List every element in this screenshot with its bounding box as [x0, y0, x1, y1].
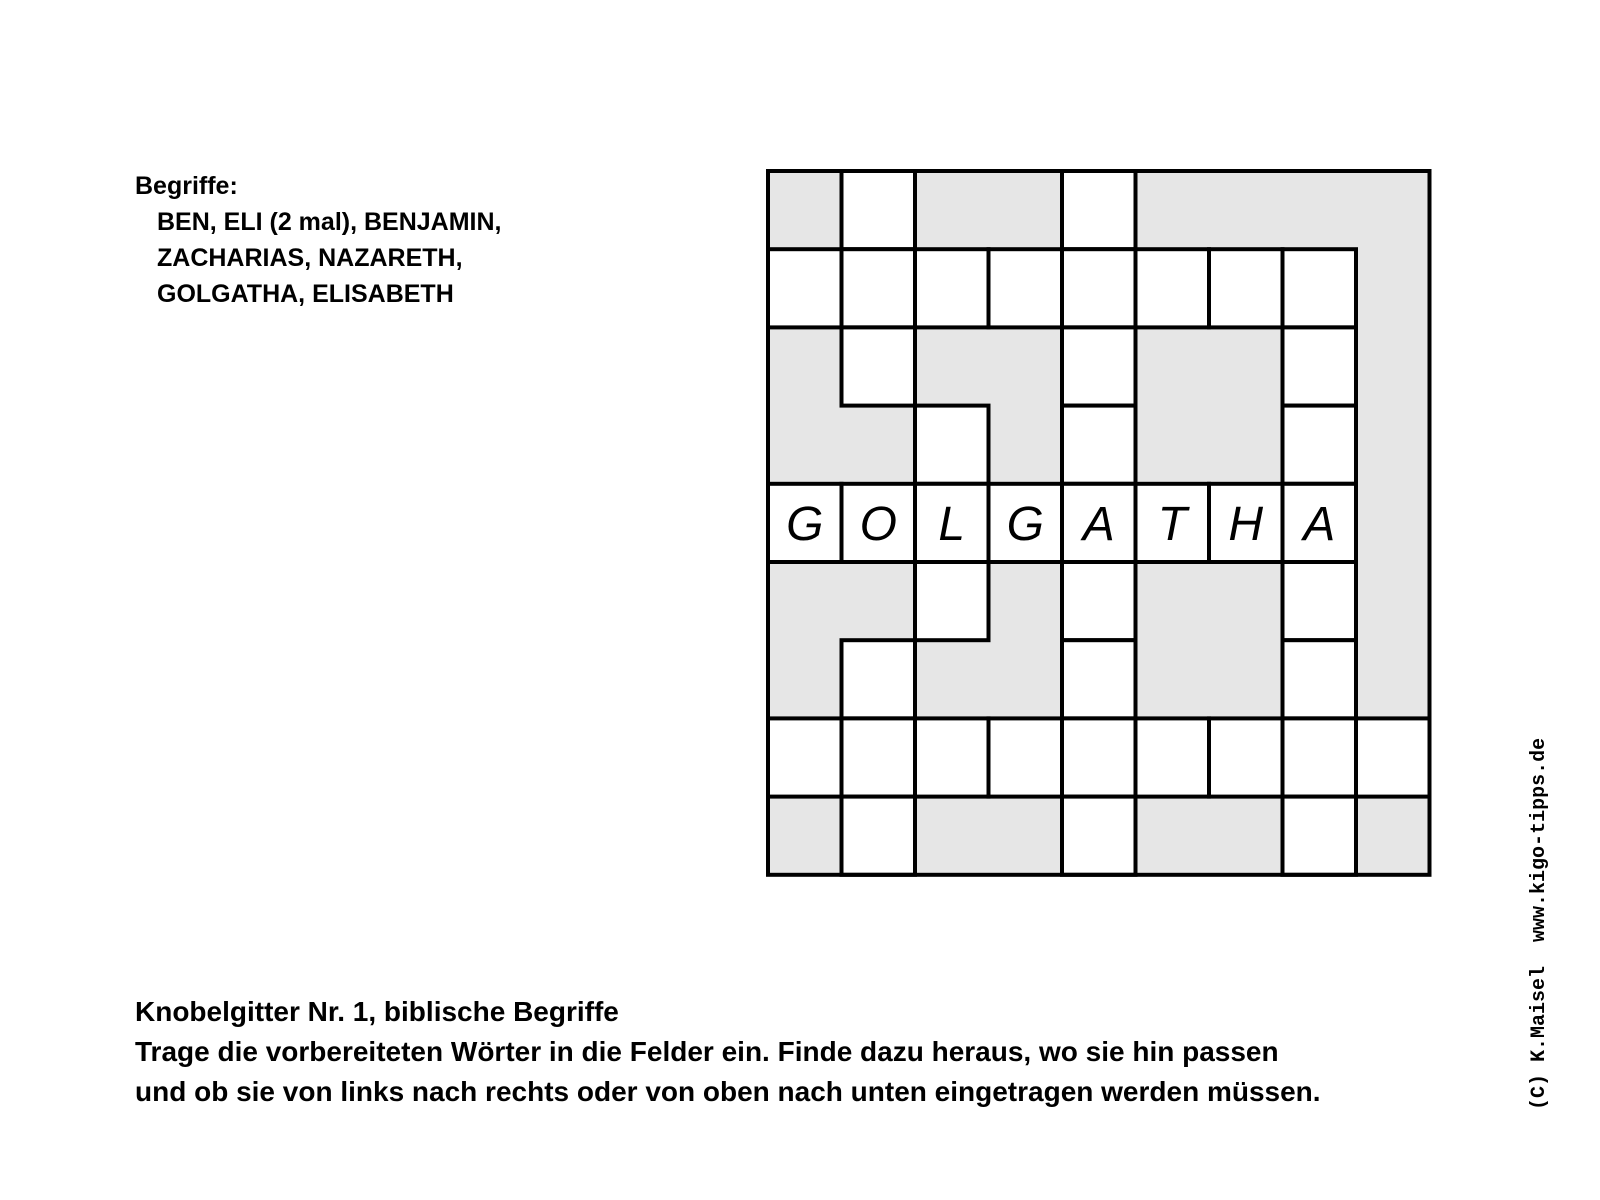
- grid-cell-open[interactable]: [915, 249, 989, 327]
- grid-cell-open[interactable]: [1062, 406, 1136, 484]
- grid-cell-open[interactable]: [1283, 327, 1357, 405]
- grid-cell-open[interactable]: [915, 562, 989, 640]
- terms-line-2: ZACHARIAS, NAZARETH,: [157, 244, 463, 272]
- grid-cell-open[interactable]: [842, 249, 916, 327]
- copyright-text: (C) K.Maisel: [1528, 965, 1551, 1110]
- terms-heading: Begriffe:: [135, 172, 238, 200]
- grid-cell-open[interactable]: [1283, 797, 1357, 875]
- grid-cell-open[interactable]: [1136, 718, 1210, 796]
- grid-cell-open[interactable]: [768, 249, 842, 327]
- puzzle-title: Knobelgitter Nr. 1, biblische Begriffe: [135, 996, 619, 1027]
- grid-cell-open[interactable]: [1062, 562, 1136, 640]
- instructions: [135, 992, 1321, 1112]
- grid-cell-open[interactable]: [1062, 797, 1136, 875]
- grid-cell-open[interactable]: [842, 797, 916, 875]
- grid-cell-open[interactable]: [989, 718, 1063, 796]
- grid-cell-open[interactable]: [1356, 718, 1430, 796]
- grid-cell-open[interactable]: [915, 718, 989, 796]
- grid-cell-open[interactable]: [768, 718, 842, 796]
- grid-cell-open[interactable]: [989, 249, 1063, 327]
- grid-letter: T: [1157, 497, 1187, 551]
- grid-cell-open[interactable]: [842, 718, 916, 796]
- instruction-line-2: und ob sie von links nach rechts oder von oben nach unten eingetragen werden müssen.: [135, 1076, 1321, 1107]
- grid-letter: A: [1082, 497, 1115, 551]
- grid-cell-open[interactable]: [1062, 327, 1136, 405]
- grid-cell-open[interactable]: [1062, 640, 1136, 718]
- terms-line-1: BEN, ELI (2 mal), BENJAMIN,: [157, 208, 502, 236]
- grid-letter: A: [1303, 497, 1336, 551]
- grid-letter: L: [938, 497, 966, 551]
- credits: [1529, 738, 1551, 1110]
- grid-cell-open[interactable]: [1283, 640, 1357, 718]
- grid-cell-open[interactable]: [1062, 171, 1136, 249]
- grid-cell-open[interactable]: [842, 327, 916, 405]
- grid-letter: H: [1228, 497, 1264, 551]
- grid-cell-open[interactable]: [1209, 718, 1283, 796]
- grid-letter: O: [859, 497, 897, 551]
- website-text: www.kigo-tipps.de: [1528, 737, 1551, 942]
- grid-cell-open[interactable]: [842, 171, 916, 249]
- grid-cell-open[interactable]: [1283, 718, 1357, 796]
- grid-cell-open[interactable]: [915, 406, 989, 484]
- grid-cell-open[interactable]: [1283, 562, 1357, 640]
- grid-cell-open[interactable]: [1062, 718, 1136, 796]
- grid-cell-open[interactable]: [1283, 406, 1357, 484]
- grid-cell-open[interactable]: [1209, 249, 1283, 327]
- instruction-line-1: Trage die vorbereiteten Wörter in die Felder ein. Finde dazu heraus, wo sie hin passen: [135, 1036, 1279, 1067]
- grid-cell-open[interactable]: [1062, 249, 1136, 327]
- grid-cell-open[interactable]: [1136, 249, 1210, 327]
- grid-letter: G: [1006, 497, 1044, 551]
- grid-letter: G: [786, 497, 824, 551]
- grid-cell-open[interactable]: [1283, 249, 1357, 327]
- terms-line-3: GOLGATHA, ELISABETH: [157, 280, 454, 308]
- grid-cell-open[interactable]: [842, 640, 916, 718]
